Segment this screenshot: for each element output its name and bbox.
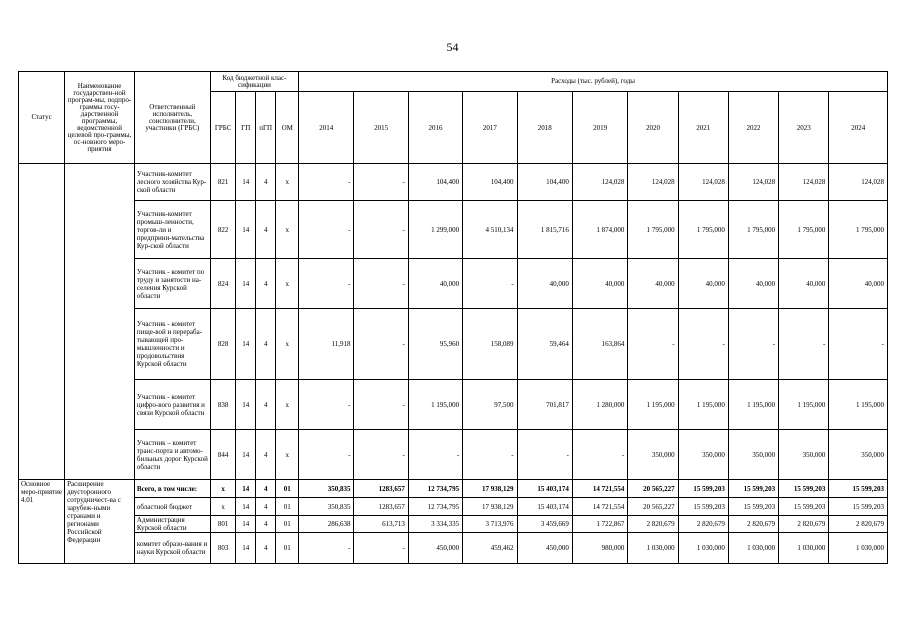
status-cell: Основное меро-приятие 4.01: [19, 480, 65, 564]
pgp-cell: 4: [255, 201, 276, 259]
om-cell: 01: [276, 516, 299, 533]
header-year-2018: 2018: [517, 92, 572, 164]
executor-cell: комитет образо-вания и науки Курской области: [134, 533, 210, 564]
table-row: [19, 516, 888, 533]
value-cell-2023: 1 795,000: [779, 201, 829, 259]
value-cell-2022: 124,028: [728, 164, 778, 201]
header-executor: Ответственный исполнитель, соисполнители, участники (ГРБС): [134, 72, 210, 164]
gp-cell: 14: [236, 516, 255, 533]
value-cell-2024: 2 820,679: [829, 516, 888, 533]
value-cell-2022: 1 795,000: [728, 201, 778, 259]
value-cell-2024: 15 599,203: [829, 498, 888, 516]
executor-cell: Администрация Курской области: [134, 516, 210, 533]
grbs-cell: х: [210, 480, 236, 498]
pgp-cell: 4: [255, 533, 276, 564]
gp-cell: 14: [236, 498, 255, 516]
value-cell-2021: 1 795,000: [678, 201, 728, 259]
value-cell-2022: -: [728, 309, 778, 380]
value-cell-2022: 15 599,203: [728, 498, 778, 516]
value-cell-2017: 3 713,976: [463, 516, 517, 533]
value-cell-2015: -: [354, 164, 408, 201]
value-cell-2016: 1 299,000: [408, 201, 462, 259]
header-year-2019: 2019: [572, 92, 627, 164]
value-cell-2019: -: [572, 430, 627, 480]
value-cell-2017: 104,400: [463, 164, 517, 201]
value-cell-2021: 350,000: [678, 430, 728, 480]
executor-cell: Участник - комитет пище-вой и перераба-тывающей про-мышленности и продовольствия Курской области: [134, 309, 210, 380]
value-cell-2019: 14 721,554: [572, 498, 627, 516]
value-cell-2014: -: [299, 201, 354, 259]
om-cell: 01: [276, 480, 299, 498]
table-row: [19, 533, 888, 564]
value-cell-2024: 15 599,203: [829, 480, 888, 498]
value-cell-2024: 124,028: [829, 164, 888, 201]
table-row: [19, 164, 888, 201]
value-cell-2024: 350,000: [829, 430, 888, 480]
value-cell-2016: 3 334,335: [408, 516, 462, 533]
value-cell-2017: -: [463, 259, 517, 309]
pgp-cell: 4: [255, 516, 276, 533]
value-cell-2016: 104,400: [408, 164, 462, 201]
value-cell-2016: 12 734,795: [408, 498, 462, 516]
grbs-cell: 803: [210, 533, 236, 564]
grbs-cell: 838: [210, 380, 236, 430]
value-cell-2019: 1 874,000: [572, 201, 627, 259]
header-year-2017: 2017: [463, 92, 517, 164]
pgp-cell: 4: [255, 164, 276, 201]
value-cell-2020: 1 195,000: [628, 380, 678, 430]
value-cell-2014: -: [299, 380, 354, 430]
gp-cell: 14: [236, 533, 255, 564]
value-cell-2015: 1283,657: [354, 480, 408, 498]
value-cell-2014: -: [299, 259, 354, 309]
value-cell-2014: -: [299, 430, 354, 480]
table-row: [19, 430, 888, 480]
value-cell-2020: 40,000: [628, 259, 678, 309]
value-cell-2019: 1 722,867: [572, 516, 627, 533]
gp-cell: 14: [236, 259, 255, 309]
executor-cell: Участник – комитет транс-порта и автомо-бильных дорог Курской области: [134, 430, 210, 480]
value-cell-2020: 20 565,227: [628, 480, 678, 498]
value-cell-2015: -: [354, 309, 408, 380]
table-body: [19, 164, 888, 564]
value-cell-2018: 701,817: [517, 380, 572, 430]
header-code-pgp: пГП: [255, 92, 276, 164]
value-cell-2018: 3 459,669: [517, 516, 572, 533]
executor-cell: Участник - комитет цифро-вого развития и связи Курской области: [134, 380, 210, 430]
value-cell-2021: 2 820,679: [678, 516, 728, 533]
value-cell-2020: 2 820,679: [628, 516, 678, 533]
value-cell-2018: 59,464: [517, 309, 572, 380]
grbs-cell: 824: [210, 259, 236, 309]
value-cell-2017: 97,500: [463, 380, 517, 430]
value-cell-2016: 12 734,795: [408, 480, 462, 498]
value-cell-2014: 11,918: [299, 309, 354, 380]
table-row: [19, 309, 888, 380]
value-cell-2024: 1 030,000: [829, 533, 888, 564]
pgp-cell: 4: [255, 430, 276, 480]
value-cell-2024: 40,000: [829, 259, 888, 309]
value-cell-2018: 15 403,174: [517, 498, 572, 516]
value-cell-2015: -: [354, 380, 408, 430]
value-cell-2022: 40,000: [728, 259, 778, 309]
value-cell-2021: 1 195,000: [678, 380, 728, 430]
value-cell-2022: 2 820,679: [728, 516, 778, 533]
executor-cell: Участник-комитет лесного хозяйства Кур-ской области: [134, 164, 210, 201]
header-year-2024: 2024: [829, 92, 888, 164]
pgp-cell: 4: [255, 309, 276, 380]
header-year-2015: 2015: [354, 92, 408, 164]
table-row: [19, 380, 888, 430]
grbs-cell: х: [210, 498, 236, 516]
value-cell-2021: 15 599,203: [678, 480, 728, 498]
pgp-cell: 4: [255, 498, 276, 516]
value-cell-2019: 1 280,000: [572, 380, 627, 430]
value-cell-2017: 158,089: [463, 309, 517, 380]
value-cell-2020: 1 795,000: [628, 201, 678, 259]
value-cell-2019: 980,000: [572, 533, 627, 564]
value-cell-2023: 350,000: [779, 430, 829, 480]
value-cell-2023: 15 599,203: [779, 480, 829, 498]
executor-cell: областной бюджет: [134, 498, 210, 516]
value-cell-2016: -: [408, 430, 462, 480]
value-cell-2014: 350,835: [299, 480, 354, 498]
value-cell-2016: 450,000: [408, 533, 462, 564]
value-cell-2018: 104,400: [517, 164, 572, 201]
value-cell-2021: 15 599,203: [678, 498, 728, 516]
value-cell-2024: -: [829, 309, 888, 380]
value-cell-2018: 1 815,716: [517, 201, 572, 259]
header-code-om: ОМ: [276, 92, 299, 164]
om-cell: х: [276, 201, 299, 259]
value-cell-2018: 450,000: [517, 533, 572, 564]
value-cell-2023: 124,028: [779, 164, 829, 201]
table-row: [19, 480, 888, 498]
value-cell-2023: 1 195,000: [779, 380, 829, 430]
header-year-2022: 2022: [728, 92, 778, 164]
value-cell-2014: 286,638: [299, 516, 354, 533]
value-cell-2014: -: [299, 533, 354, 564]
gp-cell: 14: [236, 430, 255, 480]
value-cell-2023: 1 030,000: [779, 533, 829, 564]
value-cell-2015: -: [354, 533, 408, 564]
value-cell-2015: -: [354, 259, 408, 309]
value-cell-2021: 1 030,000: [678, 533, 728, 564]
value-cell-2014: -: [299, 164, 354, 201]
value-cell-2016: 95,960: [408, 309, 462, 380]
gp-cell: 14: [236, 164, 255, 201]
value-cell-2020: 124,028: [628, 164, 678, 201]
table-row: [19, 259, 888, 309]
gp-cell: 14: [236, 380, 255, 430]
value-cell-2018: -: [517, 430, 572, 480]
value-cell-2015: 613,713: [354, 516, 408, 533]
value-cell-2017: 4 510,134: [463, 201, 517, 259]
header-expenses-group: Расходы (тыс. рублей), годы: [299, 72, 888, 92]
om-cell: х: [276, 259, 299, 309]
value-cell-2019: 124,028: [572, 164, 627, 201]
value-cell-2022: 1 030,000: [728, 533, 778, 564]
value-cell-2014: 350,835: [299, 498, 354, 516]
page-number: 54: [446, 40, 459, 54]
value-cell-2017: 17 938,129: [463, 498, 517, 516]
gp-cell: 14: [236, 201, 255, 259]
value-cell-2017: 17 938,129: [463, 480, 517, 498]
gp-cell: 14: [236, 309, 255, 380]
value-cell-2021: 40,000: [678, 259, 728, 309]
header-year-2023: 2023: [779, 92, 829, 164]
value-cell-2021: -: [678, 309, 728, 380]
pgp-cell: 4: [255, 380, 276, 430]
value-cell-2023: 2 820,679: [779, 516, 829, 533]
value-cell-2016: 1 195,000: [408, 380, 462, 430]
value-cell-2023: -: [779, 309, 829, 380]
status-cell-empty: [19, 164, 65, 480]
value-cell-2018: 15 403,174: [517, 480, 572, 498]
budget-table: [18, 71, 888, 564]
value-cell-2024: 1 195,000: [829, 380, 888, 430]
executor-cell: Участник - комитет по труду и занятости на-селения Курской области: [134, 259, 210, 309]
value-cell-2022: 350,000: [728, 430, 778, 480]
value-cell-2015: -: [354, 201, 408, 259]
om-cell: х: [276, 430, 299, 480]
header-year-2016: 2016: [408, 92, 462, 164]
grbs-cell: 822: [210, 201, 236, 259]
value-cell-2024: 1 795,000: [829, 201, 888, 259]
pgp-cell: 4: [255, 480, 276, 498]
grbs-cell: 844: [210, 430, 236, 480]
om-cell: х: [276, 309, 299, 380]
om-cell: 01: [276, 498, 299, 516]
gp-cell: 14: [236, 480, 255, 498]
om-cell: 01: [276, 533, 299, 564]
header-year-2021: 2021: [678, 92, 728, 164]
value-cell-2016: 40,000: [408, 259, 462, 309]
grbs-cell: 821: [210, 164, 236, 201]
value-cell-2019: 14 721,554: [572, 480, 627, 498]
header-code-grbs: ГРБС: [210, 92, 236, 164]
value-cell-2017: 459,462: [463, 533, 517, 564]
header-status: Статус: [19, 72, 65, 164]
measure-name-cell: Расширение двусторонного сотрудничест-ва с зарубеж-ными странами и регионами Российской Федерации: [65, 480, 135, 564]
grbs-cell: 801: [210, 516, 236, 533]
om-cell: х: [276, 164, 299, 201]
header-code-group: Код бюджетной клас-сификации: [210, 72, 298, 92]
executor-cell: Участник-комитет промыш-ленности, торгов-ли и предприни-мательства Кур-ской области: [134, 201, 210, 259]
value-cell-2015: 1283,657: [354, 498, 408, 516]
value-cell-2023: 40,000: [779, 259, 829, 309]
value-cell-2019: 40,000: [572, 259, 627, 309]
table-row: [19, 498, 888, 516]
header-year-2014: 2014: [299, 92, 354, 164]
header-name: Наименование государствен-ной програм-мы, подпро-граммы госу-дарственной программы, ведомственной целевой про-граммы, ос-новного меро-приятия: [65, 72, 135, 164]
value-cell-2018: 40,000: [517, 259, 572, 309]
grbs-cell: 828: [210, 309, 236, 380]
pgp-cell: 4: [255, 259, 276, 309]
value-cell-2020: -: [628, 309, 678, 380]
value-cell-2019: 163,864: [572, 309, 627, 380]
value-cell-2015: -: [354, 430, 408, 480]
table-row: [19, 201, 888, 259]
value-cell-2022: 15 599,203: [728, 480, 778, 498]
value-cell-2022: 1 195,000: [728, 380, 778, 430]
value-cell-2021: 124,028: [678, 164, 728, 201]
header-year-2020: 2020: [628, 92, 678, 164]
name-cell-empty: [65, 164, 135, 480]
value-cell-2023: 15 599,203: [779, 498, 829, 516]
value-cell-2020: 350,000: [628, 430, 678, 480]
value-cell-2017: -: [463, 430, 517, 480]
executor-cell: Всего, в том числе:: [134, 480, 210, 498]
om-cell: х: [276, 380, 299, 430]
value-cell-2020: 1 030,000: [628, 533, 678, 564]
value-cell-2020: 20 565,227: [628, 498, 678, 516]
header-code-gp: ГП: [236, 92, 255, 164]
